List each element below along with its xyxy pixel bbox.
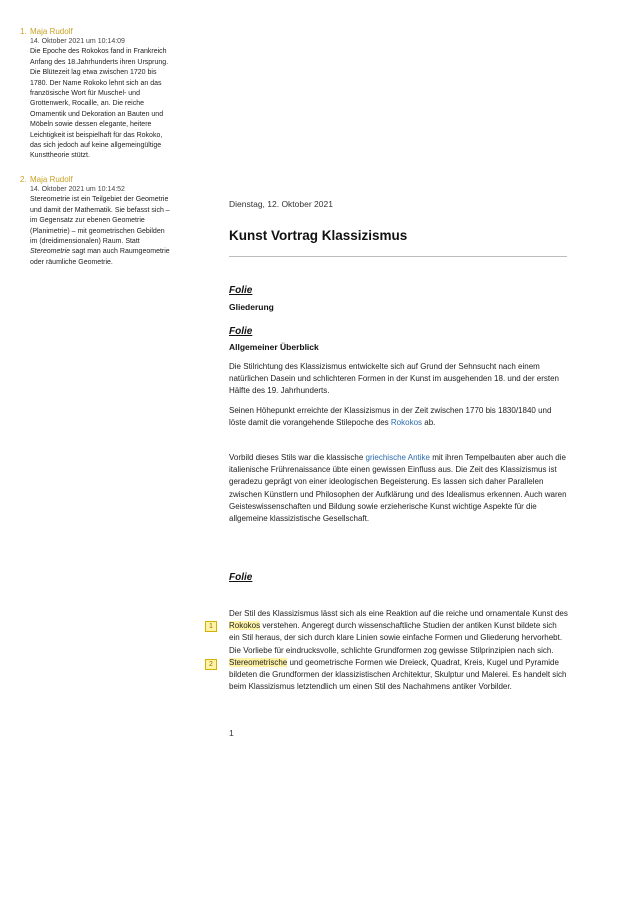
comment-author — [20, 174, 170, 185]
title-divider — [229, 256, 567, 257]
highlight-stereometrische[interactable]: Stereometrische — [229, 657, 288, 667]
paragraph-3 — [229, 452, 569, 525]
comment-text — [30, 195, 170, 268]
folie-heading — [229, 321, 569, 339]
link-griechische-antike[interactable]: griechische Antike — [365, 453, 430, 462]
folie-heading — [229, 280, 569, 298]
comment-timestamp: 14. Oktober 2021 um 10:14:09 — [30, 38, 125, 45]
folie-label: Folie — [229, 572, 253, 583]
document-date: Dienstag, 12. Oktober 2021 — [229, 199, 333, 209]
paragraph-text: Vorbild dieses Stils war die klassische — [229, 453, 366, 462]
folie-heading — [229, 567, 569, 585]
page-number: 1 — [229, 728, 234, 738]
comment-text-part: Stereometrie ist ein Teilgebiet der Geometrie und damit der Mathematik. Sie befasst sich – im Gegensatz zur ebenen Geometrie (Planimetrie) – mit geometrischen Gebilden im (dreidimensionalen) Raum. Statt — [30, 196, 170, 245]
heading-gliederung: Gliederung — [229, 302, 274, 312]
comment-text: Die Epoche des Rokokos fand in Frankreich Anfang des 18.Jahrhunderts ihren Ursprung. Die Blütezeit lag etwa zwischen 1720 bis 1780. Der Name Rokoko lehnt sich an das französische Wort für Muschel- und Grottenwerk, Rocaille, an. Die reiche Ornamentik und Dekoration an Bauten und Möbeln sowie dessen elegante, heitere Leichtigkeit ist beispielhaft für das Rokoko, das sich jedoch auf keine allgemeingültige Kunsttheorie stützt. — [30, 48, 169, 160]
comment-2[interactable] — [20, 174, 170, 268]
paragraph-text: Die Stilrichtung des Klassizismus entwickelte sich auf Grund der Sehnsucht nach einem natürlichen Dasein und schlichteren Formen in der Kunst im ausgehenden 18. und der ersten Hälfte des 19. Jahrhunderts. — [229, 362, 559, 396]
comment-timestamp: 14. Oktober 2021 um 10:14:52 — [30, 185, 125, 193]
paragraph-1 — [229, 361, 569, 398]
heading-allgemeiner-ueberblick: Allgemeiner Überblick — [229, 342, 319, 352]
folie-label: Folie — [229, 326, 253, 337]
comment-author-name: Maja Rudolf — [30, 174, 73, 184]
comment-marker-2[interactable]: 2 — [205, 659, 217, 670]
comment-text-part: sagt man auch Raumgeometrie oder räumliche Geometrie. — [30, 248, 170, 266]
link-rokokos[interactable]: Rokokos — [390, 418, 423, 428]
folie-label: Folie — [229, 285, 253, 296]
comment-number: 1. — [20, 27, 27, 36]
paragraph-text: und geometrische Formen wie Dreieck, Quadrat, Kreis, Kugel und Pyramide bildeten die Grundformen der klassizistischen Architektur, Skulptur und Malerei. Es handelt sich beim Klassizismus letztendlich um einen Stil des Nachahmens antiker Vorbilder. — [229, 657, 567, 692]
document-title: Kunst Vortrag Klassizismus — [229, 228, 408, 243]
paragraph-text: verstehen. Angeregt durch wissenschaftliche Studien der antiken Kunst bildete sich ein Stil heraus, der sich durch klare Linien sowie einfache Formen und Gliederung hervorhebt. Die Vorliebe für eindrucksvolle, schlichte Grundformen zog gewisse Stilprinzipien nach sich. — [229, 621, 563, 655]
comment-author-name: Maja Rudolf — [30, 27, 73, 36]
comment-1[interactable] — [20, 26, 170, 162]
comment-text-italic: Stereometrie — [30, 248, 71, 256]
comment-marker-1[interactable]: 1 — [205, 621, 217, 632]
highlight-rokokos[interactable]: Rokokos — [229, 621, 261, 631]
paragraph-text: Der Stil des Klassizismus lässt sich als eine Reaktion auf die reiche und ornamentale Kunst des — [229, 609, 568, 618]
paragraph-2 — [229, 405, 569, 429]
paragraph-text: mit ihren Tempelbauten aber auch die italienische Frührenaissance übte einen gewissen Einfluss aus. Die Zeit des Klassizismus ist geradezu geprägt von einer ideologischen Begeisterung. Es lassen sich daher Parallelen zwischen Künstlern und Philosophen der Aufklärung und des Idealismus erkennen. Auch waren Geisteswissenschaften und Bildung sowie erzieherische Kunst wichtige Aspekte für die allgemeine klassizistische Gesellschaft. — [229, 453, 567, 524]
paragraph-text: ab. — [422, 418, 436, 428]
paragraph-text: Seinen Höhepunkt erreichte der Klassizismus in der Zeit zwischen 1770 bis 1830/1840 und löste damit die vorangehende Stilepoche des — [229, 406, 552, 428]
paragraph-4 — [229, 608, 569, 693]
comment-author — [20, 26, 170, 37]
comments-sidebar — [20, 26, 170, 280]
comment-number: 2. — [20, 174, 27, 184]
